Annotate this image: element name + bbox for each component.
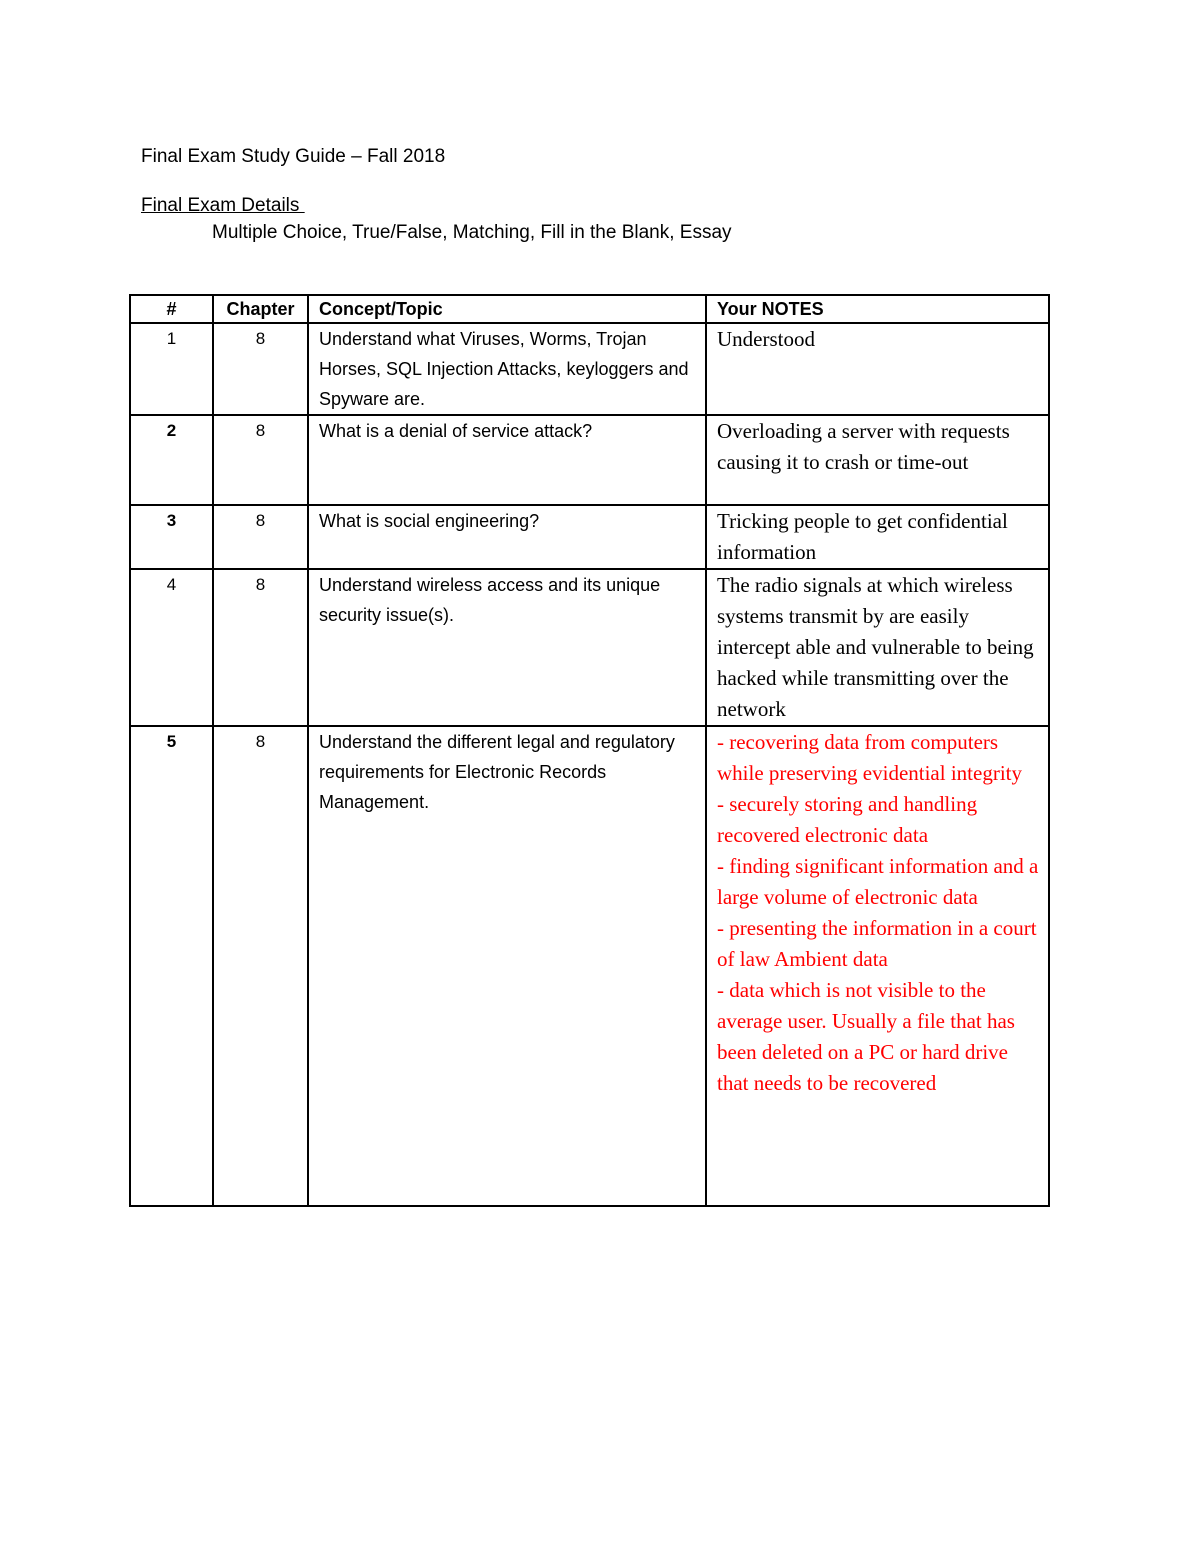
table-row — [130, 505, 1049, 569]
header-number: # — [130, 295, 213, 323]
note-line: Understood — [717, 327, 815, 351]
row-number: 5 — [130, 726, 213, 1206]
row-chapter: 8 — [213, 726, 308, 1206]
exam-question-types: Multiple Choice, True/False, Matching, Fill in the Blank, Essay — [212, 222, 732, 243]
row-topic: What is social engineering? — [308, 505, 706, 569]
row-number: 4 — [130, 569, 213, 726]
row-topic: Understand the different legal and regulatory requirements for Electronic Records Management. — [308, 726, 706, 1206]
row-notes — [706, 505, 1049, 569]
table-row — [130, 726, 1049, 1206]
row-notes — [706, 323, 1049, 415]
row-number: 2 — [130, 415, 213, 505]
table-header-row — [130, 295, 1049, 323]
table-row — [130, 569, 1049, 726]
note-line: Overloading a server with requests causing it to crash or time-out — [717, 419, 1010, 474]
study-guide-table — [129, 294, 1050, 1207]
table-row — [130, 415, 1049, 505]
row-chapter: 8 — [213, 323, 308, 415]
note-line: - data which is not visible to the average user. Usually a file that has been deleted on a PC or hard drive that needs to be recovered — [717, 978, 1015, 1095]
row-chapter: 8 — [213, 505, 308, 569]
row-topic: What is a denial of service attack? — [308, 415, 706, 505]
row-chapter: 8 — [213, 569, 308, 726]
note-line: - finding significant information and a large volume of electronic data — [717, 854, 1039, 909]
note-line: - securely storing and handling recovered electronic data — [717, 792, 978, 847]
row-topic: Understand wireless access and its unique security issue(s). — [308, 569, 706, 726]
row-notes — [706, 726, 1049, 1206]
document-title: Final Exam Study Guide – Fall 2018 — [141, 146, 446, 167]
row-topic: Understand what Viruses, Worms, Trojan Horses, SQL Injection Attacks, keyloggers and Spyware are. — [308, 323, 706, 415]
note-line: - presenting the information in a court of law Ambient data — [717, 916, 1037, 971]
row-notes — [706, 569, 1049, 726]
table-row — [130, 323, 1049, 415]
row-notes — [706, 415, 1049, 505]
note-line: The radio signals at which wireless systems transmit by are easily intercept able and vulnerable to being hacked while transmitting over the network — [717, 573, 1034, 721]
note-line: Tricking people to get confidential information — [717, 509, 1008, 564]
row-number: 1 — [130, 323, 213, 415]
row-number: 3 — [130, 505, 213, 569]
header-your-notes: Your NOTES — [706, 295, 1049, 323]
header-concept-topic: Concept/Topic — [308, 295, 706, 323]
exam-details-heading: Final Exam Details — [141, 195, 305, 216]
note-line: - recovering data from computers while preserving evidential integrity — [717, 730, 1022, 785]
row-chapter: 8 — [213, 415, 308, 505]
header-chapter: Chapter — [213, 295, 308, 323]
